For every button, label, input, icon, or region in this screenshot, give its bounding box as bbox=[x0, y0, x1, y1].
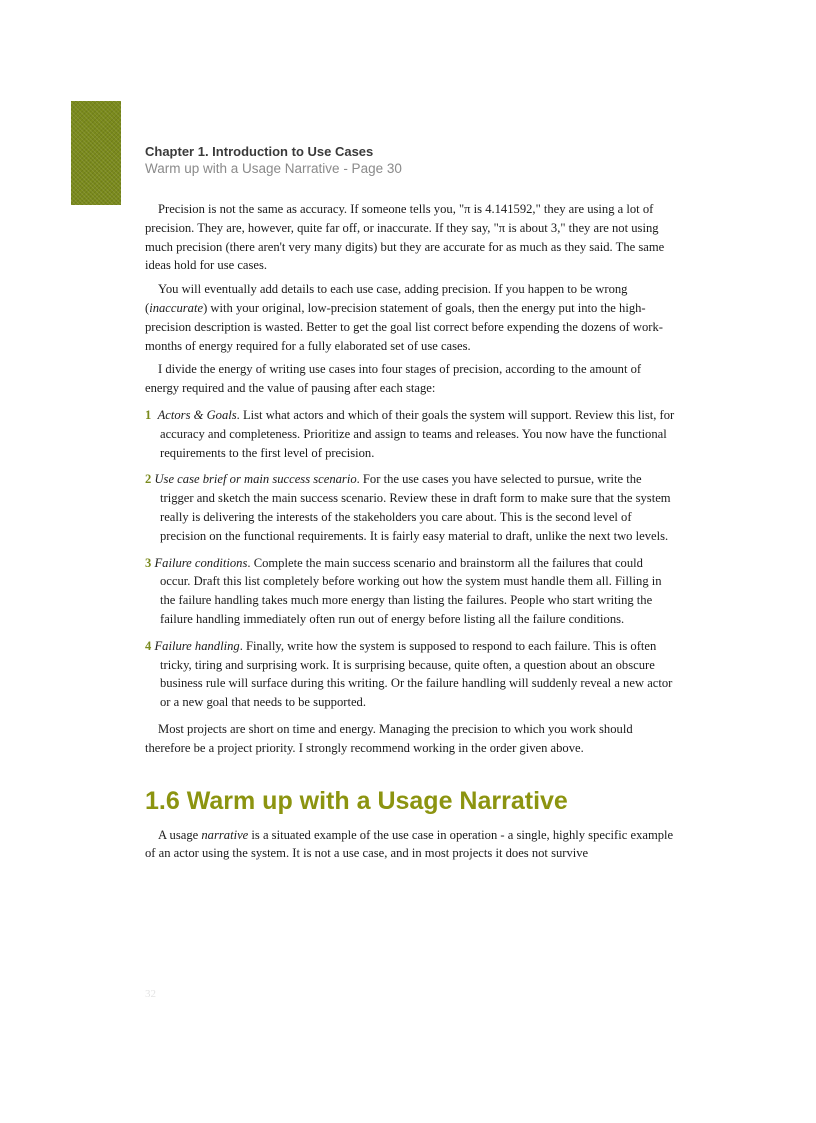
page-subtitle: Warm up with a Usage Narrative - Page 30 bbox=[145, 161, 402, 176]
chapter-title: Chapter 1. Introduction to Use Cases bbox=[145, 144, 374, 159]
stage-number: 4 bbox=[145, 638, 152, 653]
stage-title: Failure conditions bbox=[154, 555, 248, 570]
page-header bbox=[145, 143, 402, 177]
paragraph-stages-intro: I divide the energy of writing use cases into four stages of precision, according to the amount of energy required and the value of pausing after each stage: bbox=[145, 362, 642, 396]
section-heading: 1.6 Warm up with a Usage Narrative bbox=[145, 786, 568, 815]
stage-text: . List what actors and which of their goals the system will support. Review this list, for accuracy and completeness. Prioritize and assign to teams and releases. You now have the functional requirements to the first level of precision. bbox=[160, 407, 675, 460]
stage-number: 3 bbox=[145, 555, 152, 570]
text-segment: A usage bbox=[158, 827, 202, 842]
page-number: 32 bbox=[145, 988, 156, 1000]
emphasis-inaccurate: inaccurate bbox=[149, 300, 204, 315]
stage-title: Use case brief or main success scenario bbox=[154, 472, 357, 487]
body-text bbox=[145, 200, 675, 868]
paragraph-priority: Most projects are short on time and energy. Managing the precision to which you work should therefore be a project priority. I strongly recommend working in the order given above. bbox=[145, 721, 633, 755]
text-segment: is a situated example of the use case in operation - a single, highly specific example of an actor using the system. It is not a use case, and in most projects it does not survive bbox=[145, 827, 674, 861]
stage-text: . Complete the main success scenario and brainstorm all the failures that could occur. Draft this list completely before working out how the system must handle them all. Filling in the failure handling takes much more energy than listing the failures. People who start writing the failure handling immediately often run out of energy before listing all the failure conditions. bbox=[160, 555, 662, 626]
text-segment: ) with your original, low-precision statement of goals, then the energy put into the high-precision description is wasted. Better to get the goal list correct before expending the dozens of work-months of energy required for a fully elaborated set of use cases. bbox=[145, 300, 663, 353]
stage-number: 2 bbox=[145, 472, 152, 487]
chapter-marker-block bbox=[71, 101, 121, 205]
stage-item-2 bbox=[145, 470, 675, 545]
text-segment: You will eventually add details to each use case, adding precision. If you happen to be wrong ( bbox=[145, 282, 628, 315]
stage-text: . Finally, write how the system is supposed to respond to each failure. This is often tricky, tiring and surprising work. It is surprising because, quite often, a question about an obscure business rule will surface during this writing. Or the failure handling will suddenly reveal a new actor or a new goal that needs to be supported. bbox=[160, 638, 673, 710]
stage-title: Actors & Goals bbox=[157, 407, 237, 422]
stage-item-3 bbox=[145, 554, 675, 629]
stage-text: . For the use cases you have selected to pursue, write the trigger and sketch the main success scenario. Review these in draft form to make sure that the system really is delivering the interests of the stakeholders you care about. This is the second level of precision on the functional requirements. It is fairly easy material to draft, unlike the next two levels. bbox=[160, 472, 671, 543]
stage-item-1 bbox=[145, 406, 675, 462]
stage-number: 1 bbox=[145, 407, 152, 422]
stage-title: Failure handling bbox=[154, 638, 240, 653]
stage-item-4 bbox=[145, 637, 675, 712]
paragraph-precision: Precision is not the same as accuracy. If someone tells you, "π is 4.141592," they are using a lot of precision. They are, however, quite far off, or inaccurate. If they say, "π is about 3," they are not using much precision (there aren't very many digits) but they are accurate for as much as they said. The same ideas hold for use cases. bbox=[145, 202, 665, 273]
paragraph-details bbox=[145, 280, 675, 355]
paragraph-narrative bbox=[145, 826, 675, 864]
emphasis-narrative: narrative bbox=[201, 827, 249, 842]
